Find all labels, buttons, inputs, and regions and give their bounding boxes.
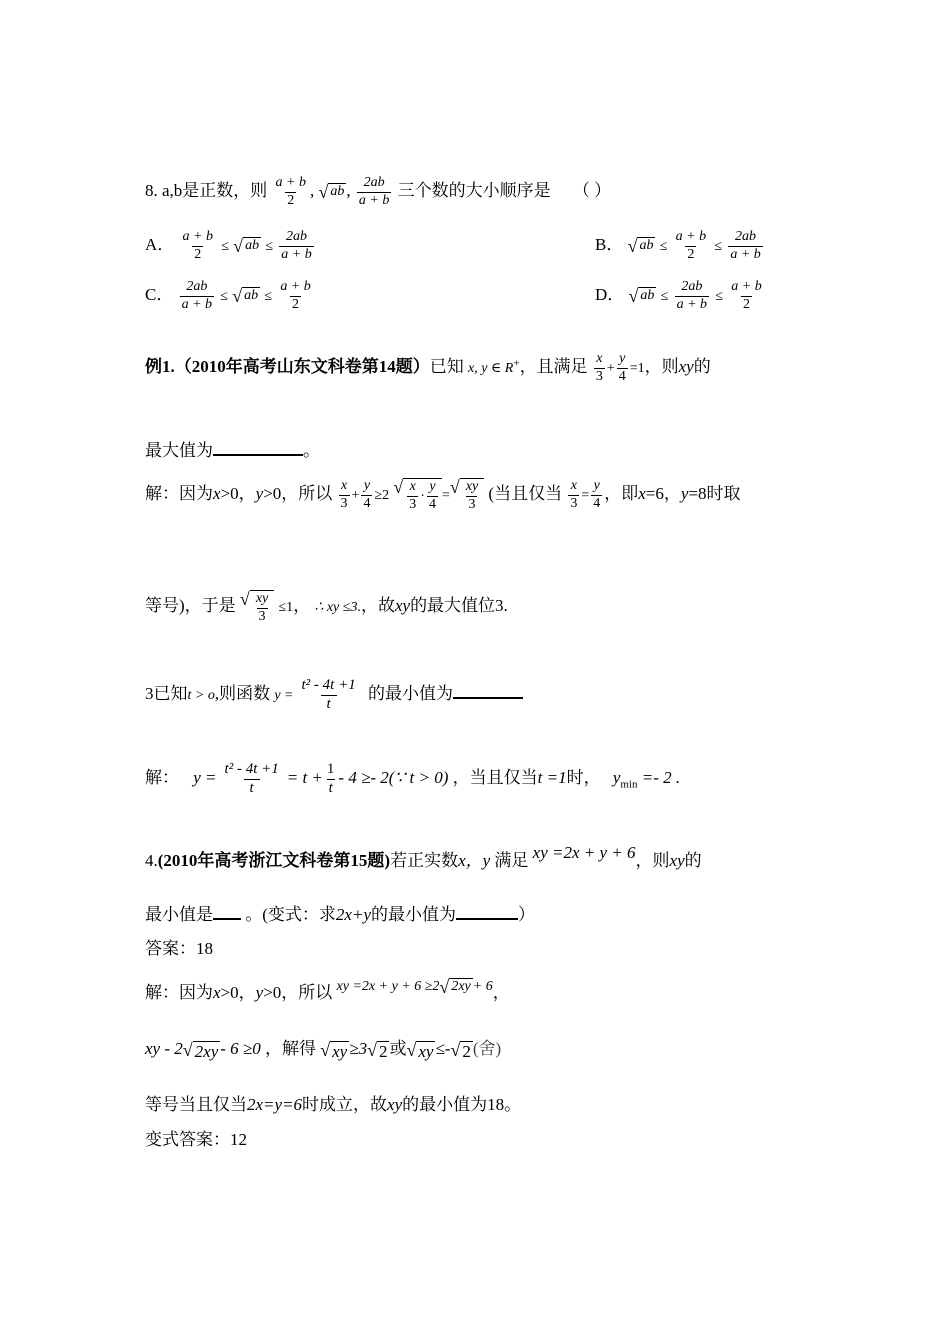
q4-solution-line1: 解：因为x>0，y>0，所以 $^{xy =2x + y + 6 \ge 2 √ 2xy + 6}$， <box>145 976 510 1002</box>
q8-stem: 8. a,b是正数，则 $\frac{a + b}{2}$ , √ ab , $\frac{2ab}{a + b}$ 三个数的大小顺序是 （ ） <box>145 175 612 208</box>
frac-a-plus-b-over-2: $\frac{a + b}{2}$ <box>275 175 306 208</box>
q8-option-d: D． √ ab ≤ $\frac{2ab}{a + b}$ ≤ $\frac{a + b}{2}$ <box>595 279 762 312</box>
q4-solution-line2: xy - 2 √ 2xy - 6 ≥0 ，解得 √ xy ≥3 √ 2 或 √ xy ≤- √ 2 (舍) <box>145 1039 502 1061</box>
q4-source: (2010年高考浙江文科卷第15题) <box>157 851 391 870</box>
q8-tail: 三个数的大小顺序是 <box>397 181 551 201</box>
ex1-answer-blank[interactable] <box>213 440 303 456</box>
q8-answer-paren: （ ） <box>572 181 612 201</box>
q8-option-a: A． $\frac{a + b}{2}$ ≤ √ ab ≤ $\frac{2ab}{a + b}$ <box>145 229 312 262</box>
q8-lead: 8. a,b是正数，则 <box>145 181 268 201</box>
ex1-solution: 解：因为x>0，y>0，所以 $\frac{x}{3}$ + $\frac{y}{4}$ ≥2 √ $\frac{x}{3}$ · $\frac{y}{4}$ = √ $\frac{xy}{3}$ (当且仅当 $\frac{x}{3}$ = $\frac{y}{4}$ ，即x=6，y=8时取 <box>145 477 741 512</box>
q4-answer: 答案：18 <box>145 939 213 958</box>
q4-variant-blank[interactable] <box>456 904 518 920</box>
q4-solution-line3: 等号当且仅当2x=y=6时成立，故xy的最小值为18。 <box>145 1095 522 1114</box>
sqrt-product: √ $\frac{x}{3}$ · $\frac{y}{4}$ <box>393 478 442 512</box>
y-min: $y_{min}$ <box>612 768 638 791</box>
sqrt-ab: √ ab <box>318 182 345 203</box>
ex1-conclusion: 等号)，于是 √ $\frac{xy}{3}$ ≤1， ∴ xy ≤3.，故xy的最大值位3. <box>145 589 508 624</box>
ex1-line2: 最大值为 。 <box>145 441 320 460</box>
q4-condition: xy =2x + y + 6 <box>532 843 636 862</box>
q8-option-b: B． √ ab ≤ $\frac{a + b}{2}$ ≤ $\frac{2ab}{a + b}$ <box>595 229 761 262</box>
q4-stem: 4.(2010年高考浙江文科卷第15题)若正实数x，y 满足 xy =2x + y + 6，则xy的 <box>145 843 702 870</box>
q3-solution: 解： y = $\frac{\text{t² - 4t +1}}{t}$ = t + $\frac{1}{t}$ - 4 ≥- 2(∵ t > 0) ，当且仅当t =1时， $y_{min} =- 2$ . <box>145 761 681 796</box>
q3-stem: 3已知t > o,则函数 y = $\frac{\text{t² - 4t +1}}{t}$ 的最小值为 <box>145 678 523 713</box>
q8-option-c: C． $\frac{2ab}{a + b}$ ≤ √ ab ≤ $\frac{a + b}{2}$ <box>145 279 311 312</box>
q4-answer-blank[interactable] <box>213 904 241 920</box>
frac-2ab-over-a-plus-b: $\frac{2ab}{a + b}$ <box>358 175 390 208</box>
ex1-stem: 例1.（2010年高考山东文科卷第14题）已知 x, y ∈ R+，且满足 $\frac{x}{3}$ + $\frac{y}{4}$ =1，则xy的 <box>145 351 711 384</box>
ex1-condition: x, y ∈ R+ <box>468 357 520 377</box>
q3-answer-blank[interactable] <box>453 683 523 699</box>
q4-line2: 最小值是 。(变式：求2x+y的最小值为 ） <box>145 905 535 924</box>
ex1-source: （2010年高考山东文科卷第14题） <box>174 357 430 377</box>
q4-variant-answer: 变式答案：12 <box>145 1130 247 1149</box>
